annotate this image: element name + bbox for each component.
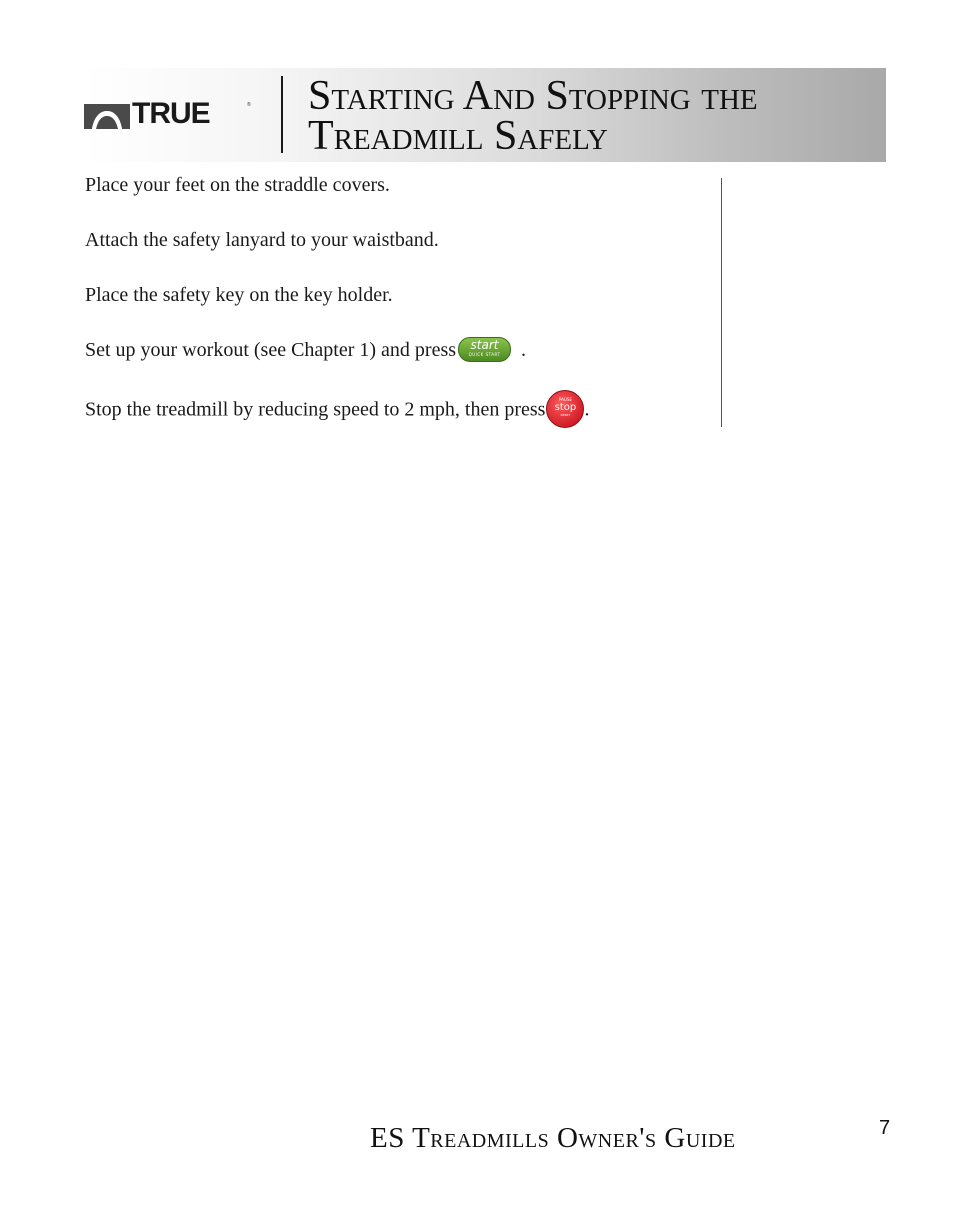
page-title: Starting And Stopping the Treadmill Safely [308,73,758,159]
step-2 [85,227,705,282]
step-4 [85,337,705,392]
page-number: 7 [879,1117,891,1139]
step-5-suffix: . [584,398,590,421]
header-divider [281,76,283,153]
stop-button-top-label: PAUSE [559,397,572,402]
footer-guide-title: ES Treadmills Owner's Guide [370,1122,736,1154]
step-4-suffix: . [521,339,527,361]
step-3 [85,282,705,337]
step-2-text: Attach the safety lanyard to your waistband. [85,229,439,251]
step-5-text: Stop the treadmill by reducing speed to 2 mph, then press [85,398,546,421]
start-button-sublabel: QUICK START [468,351,501,357]
step-1-text: Place your feet on the straddle covers. [85,174,390,196]
step-5 [85,392,705,447]
start-button-label: start [470,337,499,352]
trademark-symbol: ® [247,102,251,108]
stop-button-icon [546,390,584,428]
step-3-text: Place the safety key on the key holder. [85,284,393,306]
stop-button-sublabel: RESET [560,413,571,417]
logo-arch-icon [84,101,130,129]
margin-rule [721,178,722,427]
brand-wordmark: TRUE [132,97,210,130]
start-button-icon [458,337,511,362]
true-logo [84,97,254,130]
steps-list [85,172,705,447]
step-4-text: Set up your workout (see Chapter 1) and press [85,339,457,361]
stop-button-label: stop [554,402,577,413]
step-1 [85,172,705,227]
